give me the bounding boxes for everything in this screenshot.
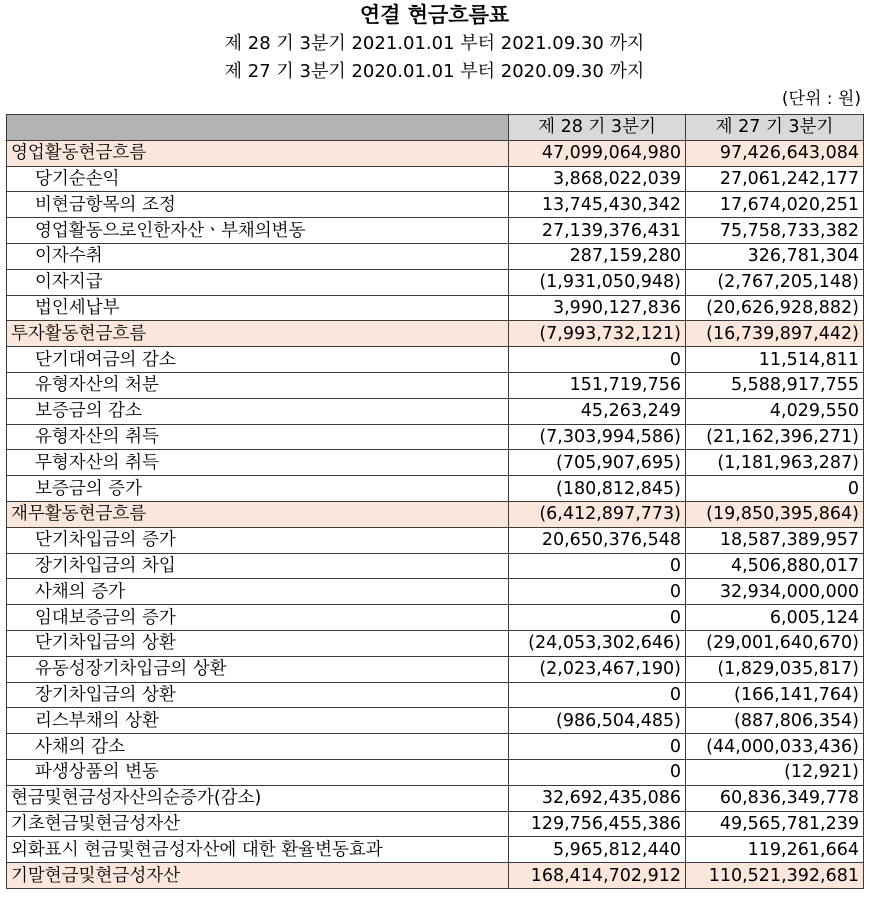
header-prior-period: 제 27 기 3분기 [686, 115, 864, 141]
current-period-amount: 45,263,249 [509, 398, 686, 424]
table-row [7, 140, 864, 166]
table-row [7, 321, 864, 347]
statement-title: 연결 현금흐름표 [359, 3, 510, 27]
prior-period-amount: 4,029,550 [686, 398, 864, 424]
prior-period-amount: 18,587,389,957 [686, 527, 864, 553]
row-label: 단기대여금의 감소 [7, 347, 509, 373]
header-blank-cell [7, 115, 509, 141]
prior-period-amount: 97,426,643,084 [686, 140, 864, 166]
row-label: 단기차입금의 상환 [7, 630, 509, 656]
prior-period-amount: (1,181,963,287) [686, 450, 864, 476]
current-period-amount: (180,812,845) [509, 476, 686, 502]
row-label: 유형자산의 취득 [7, 424, 509, 450]
header-current-period: 제 28 기 3분기 [509, 115, 686, 141]
row-label: 재무활동현금흐름 [7, 501, 509, 527]
row-label: 단기차입금의 증가 [7, 527, 509, 553]
prior-period-amount: (2,767,205,148) [686, 269, 864, 295]
table-row [7, 269, 864, 295]
current-period-amount: 3,868,022,039 [509, 166, 686, 192]
current-period-amount: 20,650,376,548 [509, 527, 686, 553]
table-row [7, 166, 864, 192]
prior-period-amount: 119,261,664 [686, 837, 864, 863]
table-row [7, 192, 864, 218]
table-row [7, 476, 864, 502]
table-row [7, 424, 864, 450]
row-label: 유형자산의 처분 [7, 372, 509, 398]
row-label: 장기차입금의 차입 [7, 553, 509, 579]
table-row [7, 708, 864, 734]
prior-period-amount: (21,162,396,271) [686, 424, 864, 450]
table-row [7, 243, 864, 269]
current-period-amount: 13,745,430,342 [509, 192, 686, 218]
row-label: 무형자산의 취득 [7, 450, 509, 476]
table-row [7, 682, 864, 708]
table-row [7, 553, 864, 579]
current-period-amount: 3,990,127,836 [509, 295, 686, 321]
current-period-amount: (24,053,302,646) [509, 630, 686, 656]
table-row [7, 837, 864, 863]
table-row [7, 295, 864, 321]
row-label: 사채의 감소 [7, 734, 509, 760]
row-label: 유동성장기차입금의 상환 [7, 656, 509, 682]
prior-period-amount: (20,626,928,882) [686, 295, 864, 321]
row-label: 영업활동으로인한자산ㆍ부채의변동 [7, 218, 509, 244]
current-period-amount: 287,159,280 [509, 243, 686, 269]
cash-flow-table [6, 114, 864, 889]
prior-period-line: 제 27 기 3분기 2020.01.01 부터 2020.09.30 까지 [224, 61, 645, 82]
table-row [7, 759, 864, 785]
current-period-line: 제 28 기 3분기 2021.01.01 부터 2021.09.30 까지 [224, 33, 645, 54]
current-period-amount: 0 [509, 605, 686, 631]
current-period-amount: (705,907,695) [509, 450, 686, 476]
row-label: 사채의 증가 [7, 579, 509, 605]
table-row [7, 630, 864, 656]
prior-period-amount: 110,521,392,681 [686, 863, 864, 889]
table-row [7, 501, 864, 527]
current-period-amount: 27,139,376,431 [509, 218, 686, 244]
current-period-amount: 0 [509, 682, 686, 708]
table-row [7, 347, 864, 373]
current-period-amount: 129,756,455,386 [509, 811, 686, 837]
prior-period-amount: (19,850,395,864) [686, 501, 864, 527]
table-row [7, 579, 864, 605]
row-label: 기초현금및현금성자산 [7, 811, 509, 837]
row-label: 파생상품의 변동 [7, 759, 509, 785]
current-period-amount: 0 [509, 759, 686, 785]
table-row [7, 372, 864, 398]
prior-period-amount: 27,061,242,177 [686, 166, 864, 192]
table-header-row [7, 115, 864, 141]
row-label: 투자활동현금흐름 [7, 321, 509, 347]
current-period-amount: 0 [509, 734, 686, 760]
row-label: 보증금의 감소 [7, 398, 509, 424]
current-period-amount: 32,692,435,086 [509, 785, 686, 811]
prior-period-amount: 32,934,000,000 [686, 579, 864, 605]
prior-period-amount: (44,000,033,436) [686, 734, 864, 760]
row-label: 법인세납부 [7, 295, 509, 321]
current-period-amount: (6,412,897,773) [509, 501, 686, 527]
prior-period-amount: (16,739,897,442) [686, 321, 864, 347]
table-row [7, 785, 864, 811]
prior-period-amount: (887,806,354) [686, 708, 864, 734]
current-period-amount: (1,931,050,948) [509, 269, 686, 295]
prior-period-amount: 6,005,124 [686, 605, 864, 631]
prior-period-amount: 4,506,880,017 [686, 553, 864, 579]
row-label: 이자수취 [7, 243, 509, 269]
current-period-amount: 0 [509, 553, 686, 579]
row-label: 영업활동현금흐름 [7, 140, 509, 166]
row-label: 보증금의 증가 [7, 476, 509, 502]
prior-period-amount: 11,514,811 [686, 347, 864, 373]
row-label: 비현금항목의 조정 [7, 192, 509, 218]
prior-period-amount: 49,565,781,239 [686, 811, 864, 837]
current-period-amount: 5,965,812,440 [509, 837, 686, 863]
table-row [7, 527, 864, 553]
current-period-amount: 0 [509, 347, 686, 373]
current-period-amount: (7,303,994,586) [509, 424, 686, 450]
prior-period-amount: 5,588,917,755 [686, 372, 864, 398]
row-label: 기말현금및현금성자산 [7, 863, 509, 889]
current-period-amount: 47,099,064,980 [509, 140, 686, 166]
prior-period-amount: (166,141,764) [686, 682, 864, 708]
row-label: 리스부채의 상환 [7, 708, 509, 734]
current-period-amount: (986,504,485) [509, 708, 686, 734]
row-label: 현금및현금성자산의순증가(감소) [7, 785, 509, 811]
unit-label: (단위 : 원) [781, 89, 861, 109]
table-row [7, 656, 864, 682]
prior-period-amount: 75,758,733,382 [686, 218, 864, 244]
current-period-amount: 168,414,702,912 [509, 863, 686, 889]
prior-period-amount: 60,836,349,778 [686, 785, 864, 811]
table-row [7, 605, 864, 631]
prior-period-amount: (29,001,640,670) [686, 630, 864, 656]
cash-flow-table-body [7, 140, 864, 888]
prior-period-amount: 17,674,020,251 [686, 192, 864, 218]
current-period-amount: 151,719,756 [509, 372, 686, 398]
table-row [7, 398, 864, 424]
current-period-amount: (2,023,467,190) [509, 656, 686, 682]
row-label: 이자지급 [7, 269, 509, 295]
table-row [7, 734, 864, 760]
current-period-amount: (7,993,732,121) [509, 321, 686, 347]
row-label: 임대보증금의 증가 [7, 605, 509, 631]
table-row [7, 450, 864, 476]
table-row [7, 863, 864, 889]
row-label: 당기순손익 [7, 166, 509, 192]
table-row [7, 811, 864, 837]
table-row [7, 218, 864, 244]
prior-period-amount: 326,781,304 [686, 243, 864, 269]
row-label: 외화표시 현금및현금성자산에 대한 환율변동효과 [7, 837, 509, 863]
prior-period-amount: (12,921) [686, 759, 864, 785]
current-period-amount: 0 [509, 579, 686, 605]
prior-period-amount: (1,829,035,817) [686, 656, 864, 682]
row-label: 장기차입금의 상환 [7, 682, 509, 708]
prior-period-amount: 0 [686, 476, 864, 502]
